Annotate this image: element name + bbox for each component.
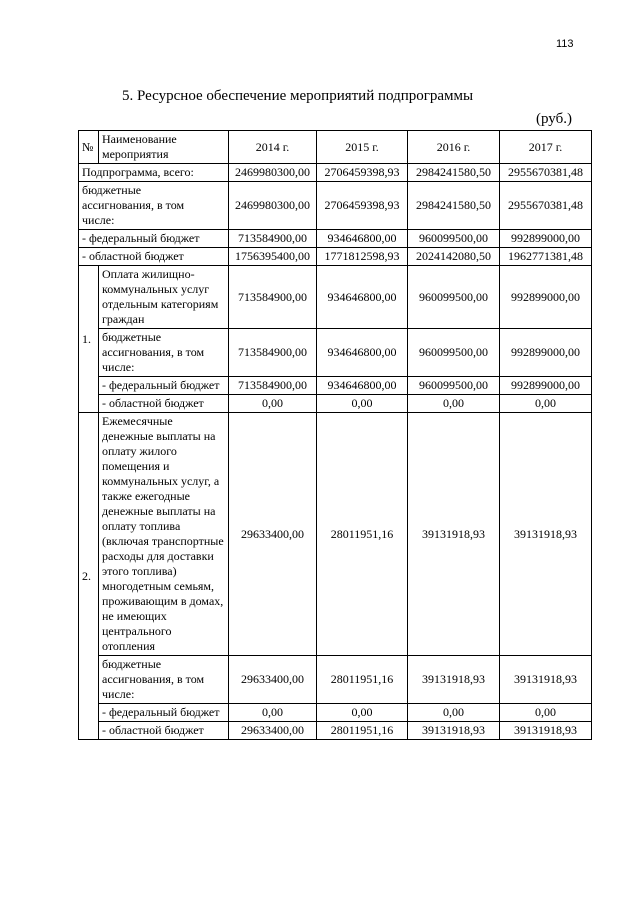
header-row <box>79 131 592 164</box>
value-cell: 713584900,00 <box>229 329 317 377</box>
value-cell: 934646800,00 <box>317 377 408 395</box>
value-cell: 1962771381,48 <box>500 248 592 266</box>
row-label: бюджетные ассигнования, в том числе: <box>99 656 229 704</box>
value-cell: 29633400,00 <box>229 656 317 704</box>
value-cell: 960099500,00 <box>408 377 500 395</box>
value-cell: 28011951,16 <box>317 722 408 740</box>
value-cell: 29633400,00 <box>229 413 317 656</box>
currency-unit: (руб.) <box>536 111 572 127</box>
value-cell: 960099500,00 <box>408 230 500 248</box>
summary-row-allocations <box>79 182 592 230</box>
value-cell: 1756395400,00 <box>229 248 317 266</box>
value-cell: 0,00 <box>500 395 592 413</box>
measure-number: 2. <box>79 413 99 740</box>
header-year-2016: 2016 г. <box>408 131 500 164</box>
row-label: - федеральный бюджет <box>99 704 229 722</box>
value-cell: 992899000,00 <box>500 230 592 248</box>
summary-row-total <box>79 164 592 182</box>
resource-table <box>78 130 592 740</box>
header-year-2015: 2015 г. <box>317 131 408 164</box>
row-label: бюджетные ассигнования, в том числе: <box>99 329 229 377</box>
summary-label: Подпрограмма, всего: <box>79 164 229 182</box>
measure-name: Ежемесячные денежные выплаты на оплату жилого помещения и коммунальных услуг, а также ежегодные денежные выплаты на оплату топлива (включая транспортные расходы для доставки этого топлива) многодетным семьям, проживающим в домах, не имеющих центрального отопления <box>99 413 229 656</box>
value-cell: 934646800,00 <box>317 329 408 377</box>
value-cell: 2984241580,50 <box>408 182 500 230</box>
measure-name: Оплата жилищно-коммунальных услуг отдельным категориям граждан <box>99 266 229 329</box>
value-cell: 2469980300,00 <box>229 182 317 230</box>
value-cell: 2706459398,93 <box>317 182 408 230</box>
row-label: - федеральный бюджет <box>99 377 229 395</box>
value-cell: 713584900,00 <box>229 266 317 329</box>
summary-row-federal <box>79 230 592 248</box>
measure-2-regional-row <box>79 722 592 740</box>
value-cell: 0,00 <box>317 395 408 413</box>
header-year-2017: 2017 г. <box>500 131 592 164</box>
header-num: № <box>79 131 99 164</box>
value-cell: 0,00 <box>229 704 317 722</box>
value-cell: 0,00 <box>408 704 500 722</box>
header-year-2014: 2014 г. <box>229 131 317 164</box>
measure-1-regional-row <box>79 395 592 413</box>
value-cell: 992899000,00 <box>500 266 592 329</box>
value-cell: 2955670381,48 <box>500 182 592 230</box>
value-cell: 992899000,00 <box>500 329 592 377</box>
value-cell: 39131918,93 <box>408 656 500 704</box>
value-cell: 0,00 <box>408 395 500 413</box>
value-cell: 0,00 <box>229 395 317 413</box>
summary-label: - областной бюджет <box>79 248 229 266</box>
value-cell: 0,00 <box>317 704 408 722</box>
measure-1-federal-row <box>79 377 592 395</box>
value-cell: 39131918,93 <box>408 722 500 740</box>
header-name: Наименование мероприятия <box>99 131 229 164</box>
value-cell: 2469980300,00 <box>229 164 317 182</box>
summary-label-text: бюджетные ассигнования, в том числе: <box>82 183 185 227</box>
measure-2-allocations-row <box>79 656 592 704</box>
measure-2-title-row <box>79 413 592 656</box>
value-cell: 2706459398,93 <box>317 164 408 182</box>
value-cell: 39131918,93 <box>408 413 500 656</box>
summary-label <box>79 182 229 230</box>
summary-label: - федеральный бюджет <box>79 230 229 248</box>
row-label: - областной бюджет <box>99 722 229 740</box>
page-number: 113 <box>556 38 574 50</box>
value-cell: 39131918,93 <box>500 722 592 740</box>
value-cell: 1771812598,93 <box>317 248 408 266</box>
value-cell: 713584900,00 <box>229 377 317 395</box>
measure-1-allocations-row <box>79 329 592 377</box>
row-label: - областной бюджет <box>99 395 229 413</box>
value-cell: 713584900,00 <box>229 230 317 248</box>
value-cell: 28011951,16 <box>317 656 408 704</box>
value-cell: 39131918,93 <box>500 413 592 656</box>
value-cell: 934646800,00 <box>317 266 408 329</box>
section-heading: 5. Ресурсное обеспечение мероприятий подпрограммы <box>122 88 474 104</box>
value-cell: 28011951,16 <box>317 413 408 656</box>
measure-2-federal-row <box>79 704 592 722</box>
value-cell: 2024142080,50 <box>408 248 500 266</box>
value-cell: 960099500,00 <box>408 329 500 377</box>
value-cell: 2984241580,50 <box>408 164 500 182</box>
measure-1-title-row <box>79 266 592 329</box>
measure-number: 1. <box>79 266 99 413</box>
value-cell: 960099500,00 <box>408 266 500 329</box>
value-cell: 934646800,00 <box>317 230 408 248</box>
value-cell: 992899000,00 <box>500 377 592 395</box>
summary-row-regional <box>79 248 592 266</box>
value-cell: 39131918,93 <box>500 656 592 704</box>
value-cell: 2955670381,48 <box>500 164 592 182</box>
value-cell: 0,00 <box>500 704 592 722</box>
value-cell: 29633400,00 <box>229 722 317 740</box>
